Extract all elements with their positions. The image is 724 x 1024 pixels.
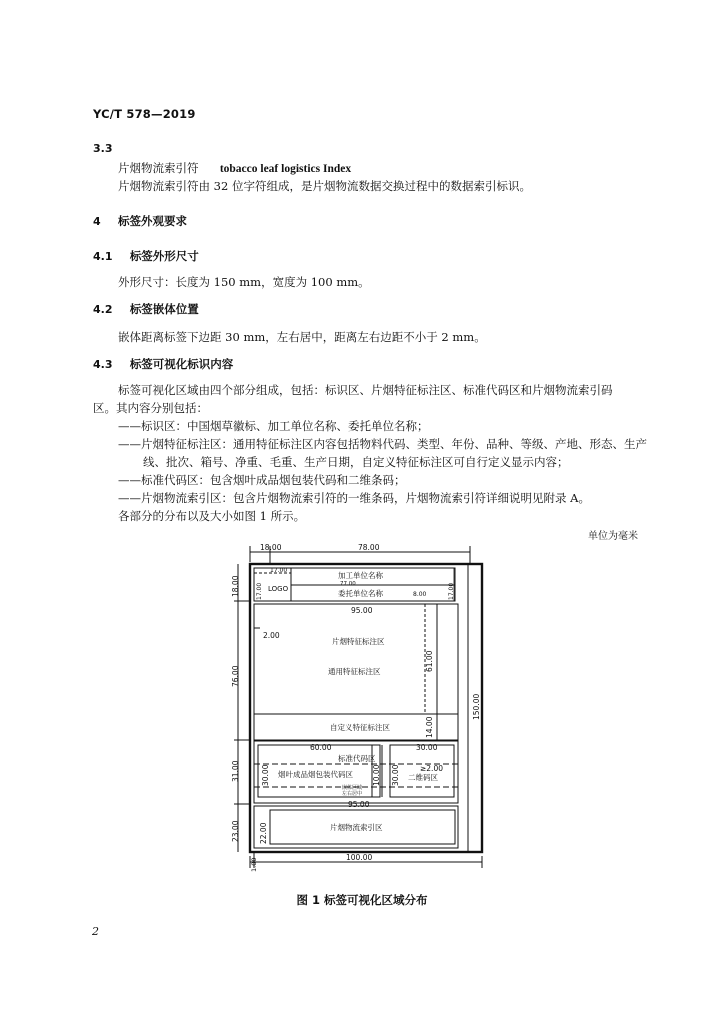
section-4-2-body: 嵌体距离标签下边距 30 mm，左右居中，距离左右边距不小于 2 mm。 [118, 330, 486, 344]
section-4-number: 4 [93, 215, 101, 228]
section-4-heading [93, 213, 187, 229]
dim-17-logo-height: 17.00 [256, 582, 263, 600]
list-item-standard-code-zone: ——标准代码区：包含烟叶成品烟包装代码和二维条码； [118, 473, 406, 487]
section-4-3-intro-line-2: 区。其内容分别包括： [93, 401, 208, 415]
package-code-zone-label: 烟叶成品烟包装代码区 [278, 770, 353, 779]
section-4-2-title: 标签嵌体位置 [129, 302, 199, 316]
section-4-2-heading [93, 301, 199, 317]
custom-feature-zone-label: 自定义特征标注区 [330, 723, 390, 732]
general-feature-zone-label: 通用特征标注区 [328, 667, 381, 676]
dim-22: 22.00 [259, 822, 268, 844]
dim-78-top: 78.00 [358, 543, 380, 552]
standard-code-zone-label: 标准代码区 [338, 754, 376, 763]
dim-1: 1.00 [250, 857, 258, 872]
processing-unit-label: 加工单位名称 [338, 571, 383, 580]
section-4-3-heading [93, 356, 233, 372]
dim-23: 23.00 [231, 820, 240, 842]
dim-61: 61.00 [425, 650, 434, 672]
term-chinese: 片烟物流索引符 [118, 161, 199, 175]
dim-30-left: 30.00 [261, 764, 270, 786]
section-4-3-title: 标签可视化标识内容 [129, 357, 234, 371]
qr-zone-label: 二维码区 [408, 773, 438, 782]
inlay-note-1: 嵌体区域 [342, 785, 363, 791]
logo-label: LOGO [268, 585, 289, 593]
dim-150: 150.00 [472, 693, 481, 720]
page-number: 2 [92, 925, 99, 938]
dim-77: 77.00 [340, 581, 356, 587]
logistics-index-zone-label: 片烟物流索引区 [330, 823, 383, 832]
dim-30-right: 30.00 [391, 764, 400, 786]
dim-18-left: 18.00 [231, 575, 240, 597]
section-4-title: 标签外观要求 [117, 214, 187, 228]
dim-100: 100.00 [346, 853, 373, 862]
section-4-3-outro: 各部分的分布以及大小如图 1 所示。 [118, 509, 306, 523]
section-4-1-body: 外形尺寸：长度为 150 mm，宽度为 100 mm。 [118, 275, 370, 289]
label-layout-diagram [230, 542, 510, 872]
section-4-1-title: 标签外形尺寸 [129, 249, 199, 263]
dim-30-top: 30.00 [416, 743, 438, 752]
dim-76: 76.00 [231, 665, 240, 687]
dim-14: 14.00 [425, 716, 434, 738]
section-3-3-number: 3.3 [93, 142, 113, 155]
dim-8: 8.00 [413, 591, 427, 598]
dim-17-right: 17.00 [448, 582, 455, 600]
list-item-logistics-index-zone: ——片烟物流索引区：包含片烟物流索引符的一维条码，片烟物流索引符详细说明见附录 A。 [118, 491, 590, 505]
section-4-2-number: 4.2 [93, 303, 113, 316]
dim-10: 10.00 [372, 764, 381, 786]
term-entry [118, 160, 351, 177]
section-4-3-number: 4.3 [93, 358, 113, 371]
section-4-3-intro-line-1: 标签可视化区域由四个部分组成，包括：标识区、片烟特征标注区、标准代码区和片烟物流索引码 [118, 383, 613, 397]
section-4-1-heading [93, 248, 199, 264]
dim-31: 31.00 [231, 760, 240, 782]
document-id: YC/T 578—2019 [93, 107, 196, 121]
list-item-feature-zone: ——片烟特征标注区：通用特征标注区内容包括物料代码、类型、年份、品种、等级、产地、形态、生产 [118, 437, 647, 451]
unit-note: 单位为毫米 [588, 531, 638, 542]
dim-60: 60.00 [310, 743, 332, 752]
dim-17-logo-width: 17.00 [270, 567, 288, 574]
dim-95-top: 95.00 [351, 606, 373, 615]
list-item-identification-zone: ——标识区：中国烟草徽标、加工单位名称、委托单位名称； [118, 419, 429, 433]
inlay-note-2: 左右居中 [342, 791, 363, 797]
dim-ge2: ≥2.00 [420, 764, 443, 773]
term-english: tobacco leaf logistics Index [219, 163, 352, 175]
dim-2: 2.00 [263, 631, 280, 640]
term-definition: 片烟物流索引符由 32 位字符组成，是片烟物流数据交换过程中的数据索引标识。 [118, 179, 531, 193]
list-item-feature-zone-continued: 线、批次、箱号、净重、毛重、生产日期，自定义特征标注区可自行定义显示内容； [143, 455, 569, 469]
leaf-feature-zone-label: 片烟特征标注区 [332, 637, 385, 646]
commission-unit-label: 委托单位名称 [338, 589, 383, 598]
section-4-1-number: 4.1 [93, 250, 113, 263]
dim-18-top: 18.00 [260, 543, 282, 552]
figure-caption: 图 1 标签可视化区域分布 [296, 893, 428, 907]
dim-95-bottom: 95.00 [348, 800, 370, 809]
